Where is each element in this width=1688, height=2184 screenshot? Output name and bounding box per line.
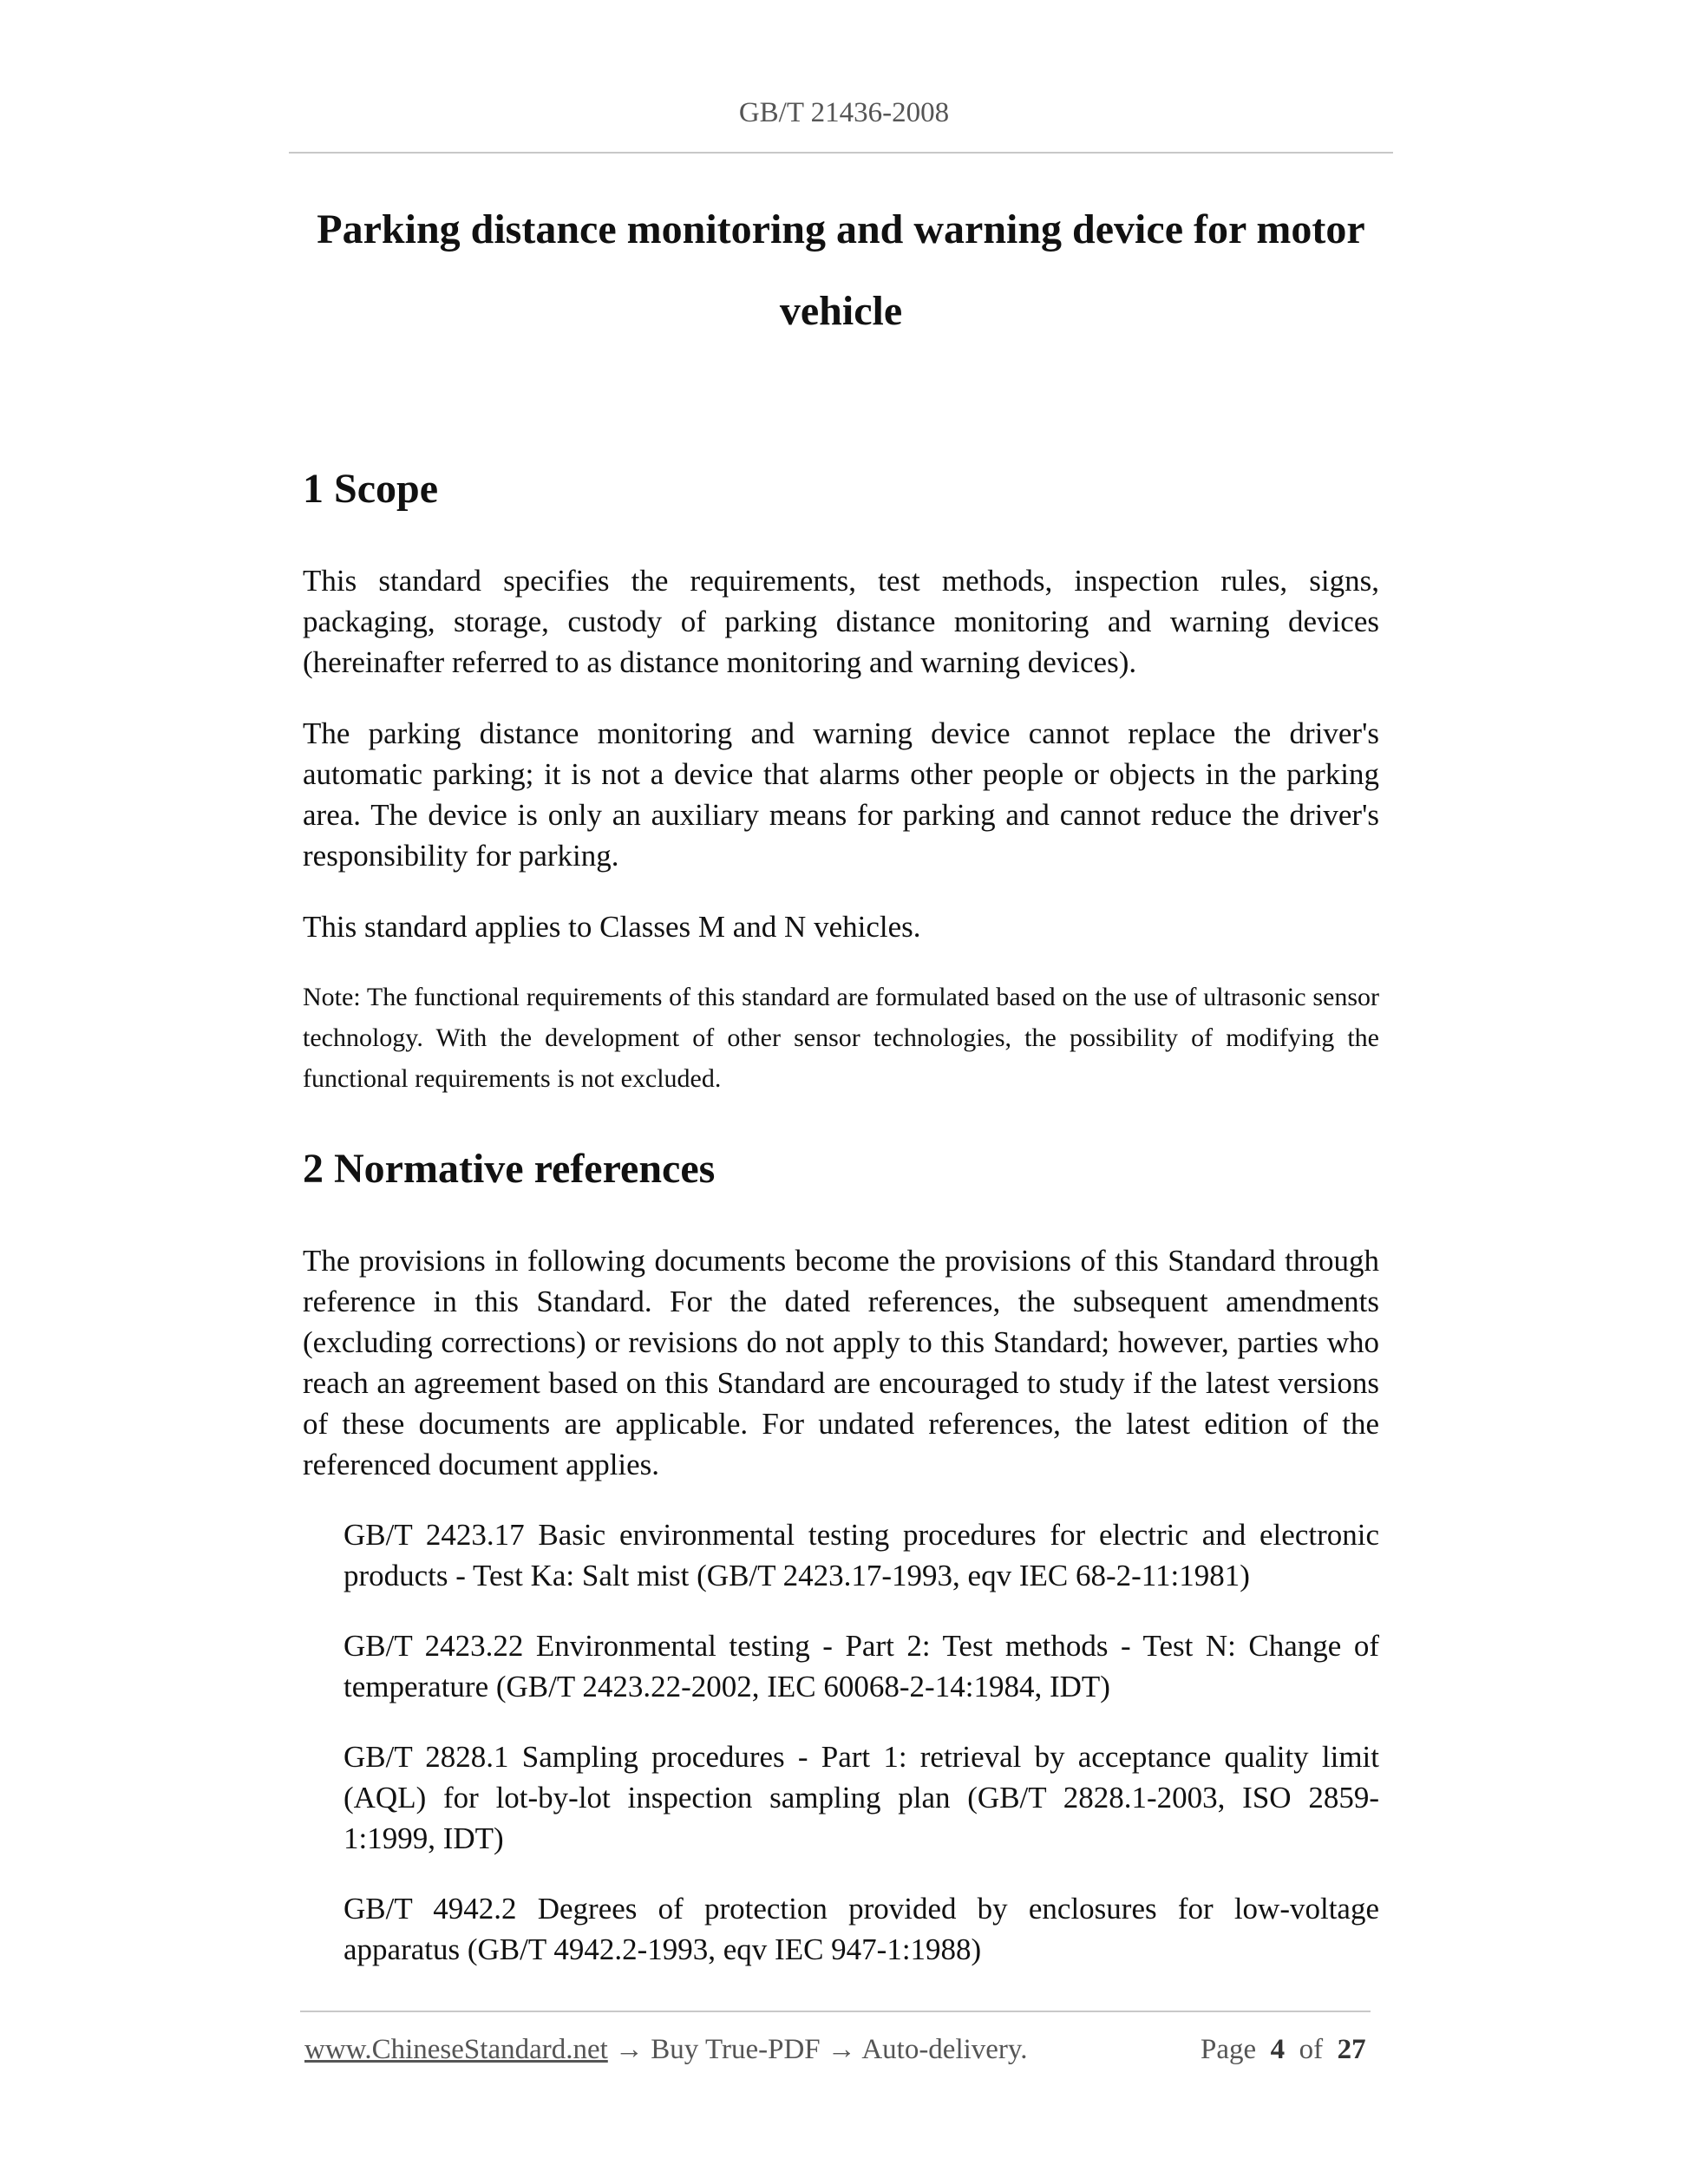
header-rule (289, 152, 1393, 154)
page-indicator (1201, 2030, 1366, 2069)
footer-left (304, 2030, 1028, 2069)
buy-text: Buy True-PDF (651, 2034, 821, 2065)
page-of-label: of (1299, 2034, 1324, 2065)
arrow-icon: → (827, 2034, 856, 2065)
page-total: 27 (1337, 2034, 1366, 2065)
title-line-1: Parking distance monitoring and warning device for motor (317, 206, 1365, 252)
delivery-text: Auto-delivery. (861, 2034, 1028, 2065)
reference-item: GB/T 4942.2 Degrees of protection provided by enclosures for low-voltage apparatus (GB/T 4942.2-1993, eqv IEC 947-1:1988) (343, 1892, 1379, 1966)
reference-item: GB/T 2423.22 Environmental testing - Part 2: Test methods - Test N: Change of temperature (GB/T 2423.22-2002, IEC 60068-2-14:1984, IDT) (343, 1629, 1379, 1703)
reference-item: GB/T 2828.1 Sampling procedures - Part 1: retrieval by acceptance quality limit (AQL) for lot-by-lot inspection sampling plan (GB/T 2828.1-2003, ISO 2859-1:1999, IDT) (343, 1740, 1379, 1855)
site-link[interactable]: www.ChineseStandard.net (304, 2034, 608, 2065)
footer-rule (300, 2011, 1371, 2012)
scope-note: Note: The functional requirements of this standard are formulated based on the use of ultrasonic sensor technology. With the development of other sensor technologies, the possibility of modifying the functional requirements is not excluded. (303, 983, 1379, 1093)
references-intro-paragraph: The provisions in following documents become the provisions of this Standard through reference in this Standard. For the dated references, the subsequent amendments (excluding corrections) or revisions do not apply to this Standard; however, parties who reach an agreement based on this Standard are encouraged to study if the latest versions of these documents are applicable. For undated references, the latest edition of the referenced document applies. (303, 1244, 1379, 1481)
title-line-2: vehicle (779, 288, 903, 334)
document-title (289, 189, 1393, 352)
scope-paragraph: The parking distance monitoring and warning device cannot replace the driver's automatic parking; it is not a device that alarms other people or objects in the parking area. The device is only an auxiliary means for parking and cannot reduce the driver's responsibility for parking. (303, 716, 1379, 873)
scope-paragraph: This standard specifies the requirements, test methods, inspection rules, signs, packaging, storage, custody of parking distance monitoring and warning devices (hereinafter referred to as distance monitoring and warning devices). (303, 564, 1379, 679)
page-label: Page (1201, 2034, 1257, 2065)
scope-paragraph: This standard applies to Classes M and N vehicles. (303, 910, 921, 944)
reference-item: GB/T 2423.17 Basic environmental testing procedures for electric and electronic products - Test Ka: Salt mist (GB/T 2423.17-1993, eqv IEC 68-2-11:1981) (343, 1518, 1379, 1592)
running-header: GB/T 21436-2008 (738, 97, 950, 128)
section-heading-scope: 1 Scope (303, 466, 438, 512)
section-heading-normative-references: 2 Normative references (303, 1146, 716, 1192)
page-current: 4 (1270, 2034, 1286, 2065)
arrow-icon: → (615, 2034, 644, 2065)
